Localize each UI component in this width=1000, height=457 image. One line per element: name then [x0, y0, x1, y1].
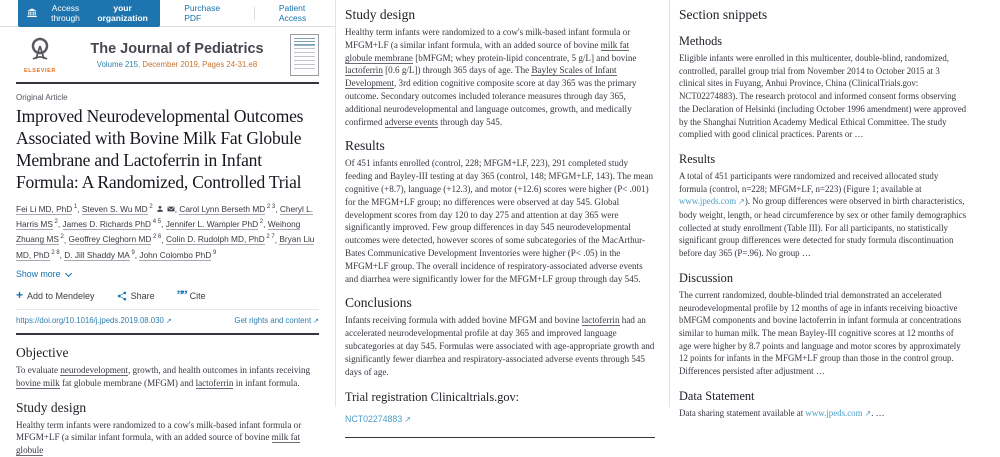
snippet-paragraph — [679, 289, 968, 378]
abstract-paragraph — [16, 364, 319, 390]
author-separator: , — [59, 249, 65, 260]
external-link-icon — [402, 414, 411, 424]
text-run: Healthy term infants were randomized to a cow's milk-based infant formula or MFGM+LF (a similar infant formula, with an added source of bovine — [16, 419, 302, 443]
author-link[interactable]: Weihong Zhuang MS $^2$ — [16, 219, 301, 245]
term-link[interactable]: lactoferrin — [581, 315, 620, 326]
abstract-heading-study-design: Study design — [16, 399, 87, 415]
author-link[interactable]: Bryan Liu MD, PhD $^{2 8}$ — [16, 234, 315, 260]
section-snippets-title: Section snippets — [679, 7, 768, 22]
abstract-divider — [16, 333, 319, 335]
text-run: [bMFGM; whey protein-lipid concentrate, 5 g/L] and bovine — [412, 52, 637, 63]
snippet-paragraph — [679, 407, 968, 421]
journal-title[interactable]: The Journal of Pediatrics — [90, 41, 264, 57]
snippet-paragraph — [679, 170, 968, 260]
snippet-heading-methods: Methods — [679, 34, 723, 48]
author-separator: , — [275, 203, 280, 214]
journal-cover-thumbnail[interactable] — [290, 34, 319, 76]
cite-button[interactable] — [177, 291, 206, 301]
author-separator: , — [263, 219, 268, 230]
article-header-column — [0, 0, 336, 456]
abstract-paragraph — [16, 419, 319, 457]
institution-icon — [27, 8, 37, 18]
author-link[interactable]: Geoffrey Cleghorn MD $^{2 6}$ — [68, 234, 162, 245]
author-link[interactable]: Cheryl L. Harris MS $^2$ — [16, 203, 314, 230]
author-link[interactable]: James D. Richards PhD $^{4 5}$ — [62, 219, 162, 230]
article-type-label: Original Article — [16, 93, 68, 102]
text-run: in infant formula. — [233, 377, 300, 388]
author-link[interactable]: Steven S. Wu MD $^2$ — [82, 204, 175, 214]
article-title: Improved Neurodevelopmental Outcomes Associated with Bovine Milk Fat Globule Membrane and Lactoferrin in Infant Formula: A Randomized, Controlled Trial — [16, 106, 304, 192]
text-run: A total of 451 participants were randomized and received allocated study formula (control, n=228; MFGM+LF, n=223) (Figure 1; available at — [679, 170, 939, 194]
snippet-heading-data-statement: Data Statement — [679, 388, 755, 403]
rights-and-content-link[interactable]: Get rights and content↗ — [234, 316, 319, 325]
author-separator: , — [63, 234, 69, 245]
purchase-pdf-link[interactable]: Purchase PDF — [184, 3, 221, 23]
author-separator: , — [134, 249, 140, 260]
text-run: Infants receiving formula with added bovine MFGM and bovine — [345, 315, 582, 326]
author-separator: , — [161, 219, 166, 230]
share-icon — [117, 291, 127, 301]
text-run: Data sharing statement available at — [679, 407, 806, 418]
person-icon[interactable] — [156, 205, 164, 213]
term-link[interactable]: lactoferrin — [195, 377, 234, 388]
author-link[interactable]: D. Jill Shaddy MA $^9$ — [64, 249, 135, 260]
term-link[interactable]: milk fat globule membrane — [345, 39, 630, 63]
external-link-icon — [736, 196, 745, 206]
mendeley-label: Add to Mendeley — [27, 291, 95, 302]
author-separator: , — [77, 203, 82, 214]
section-paragraph — [345, 314, 655, 378]
access-toolbar — [0, 0, 335, 27]
access-through-organization-button[interactable] — [18, 0, 160, 27]
access-button-label-bold: your organization — [97, 3, 148, 23]
toolbar-divider — [254, 7, 255, 20]
doi-link[interactable]: https://doi.org/10.1016/j.jpeds.2019.08.030 ↗ — [16, 316, 172, 325]
section-snippets-column — [670, 0, 1000, 418]
external-link[interactable]: www.jpeds.com — [805, 407, 863, 418]
section-heading-conclusions: Conclusions — [345, 295, 412, 311]
share-button[interactable] — [117, 291, 155, 301]
term-link[interactable]: neurodevelopment — [60, 365, 128, 376]
text-run: through day 545. — [437, 116, 503, 127]
volume-link[interactable]: Volume 215 — [96, 60, 138, 69]
snippet-paragraph — [679, 52, 968, 141]
cite-label: Cite — [189, 291, 206, 302]
trial-registration-link[interactable]: NCT02274883↗ — [345, 414, 411, 424]
text-run: fat globule membrane (MFGM) and — [59, 377, 196, 388]
share-label: Share — [130, 291, 155, 302]
text-run: , 3rd edition cognitive composite score at day 365 was the primary outcome. Secondary outcomes included tolerance measures through day 365, additional neurodevelopmental and language outcomes, growth, and medically confirmed — [345, 78, 637, 127]
section-heading-results: Results — [345, 138, 385, 154]
snippet-heading-results: Results — [679, 151, 716, 166]
access-button-label: Access through — [51, 3, 80, 23]
author-link[interactable]: Carol Lynn Berseth MD $^{2 3}$ — [179, 203, 276, 214]
author-list — [16, 201, 319, 262]
abstract-end-divider — [345, 437, 655, 438]
cite-icon — [177, 291, 186, 301]
show-more-label: Show more — [16, 269, 61, 280]
chevron-down-icon — [64, 270, 71, 277]
section-heading-study-design: Study design — [345, 7, 416, 22]
elsevier-wordmark: ELSEVIER — [23, 67, 56, 74]
author-link[interactable]: Colin D. Rudolph MD, PhD $^{2 7}$ — [166, 234, 275, 245]
header-divider — [16, 82, 319, 84]
text-run: To evaluate — [16, 365, 61, 376]
show-more-link[interactable] — [16, 269, 71, 279]
plus-icon — [16, 291, 23, 301]
term-link[interactable]: lactoferrin — [345, 65, 383, 76]
add-to-mendeley-button[interactable] — [16, 291, 95, 301]
text-run: . … — [871, 407, 885, 418]
text-run: [0.6 g/L]) through 365 days of age. The — [382, 65, 532, 76]
term-link[interactable]: bovine milk — [16, 377, 60, 388]
snippet-heading-discussion: Discussion — [679, 270, 733, 285]
section-paragraph — [345, 26, 655, 128]
term-link[interactable]: Bayley Scales of Infant Development — [345, 65, 617, 89]
external-link[interactable]: www.jpeds.com — [679, 196, 737, 207]
author-separator: , — [274, 234, 280, 245]
action-bar — [16, 291, 319, 301]
journal-header — [0, 27, 335, 82]
journal-issue-info — [70, 60, 284, 69]
text-run: Eligible infants were enrolled in this multicenter, double-blind, randomized, controlled, parallel group trial from November 2014 to October 2015 at 3 clinical sites in Fuyang, Anhui Province, China (ClinicalTrials.gov: NCT02274883). The research protocol and informed consent forms observing the Declaration of Helsinki (including October 1996 amendment) were approved by the Shanghai Nutrition Academy Medical Ethical Committee. The study complied with good clinical practices. Parents or … — [679, 53, 967, 140]
text-run: had an accelerated neurodevelopmental profile at day 365 and improved language subcategories at day 545. Formulas were associated with age-appropriate growth and significantly fewer diarrhea and respiratory-associated adverse events through 545 days of age. — [345, 315, 655, 377]
author-separator: , — [57, 219, 63, 230]
patient-access-link[interactable]: Patient Access — [278, 3, 307, 23]
text-run: , growth, and health outcomes in infants receiving — [128, 365, 311, 376]
author-link[interactable]: John Colombo PhD $^9$ — [139, 249, 217, 260]
text-run: Healthy term infants were randomized to a cow's milk-based infant formula or MFGM+LF (a similar infant formula, with an added source of bovine — [345, 27, 631, 50]
doi-row — [16, 310, 319, 325]
author-link[interactable]: Jennifer L. Wampler PhD $^2$ — [165, 219, 264, 230]
external-link-icon — [164, 316, 172, 325]
author-link[interactable]: Fei Li MD, PhD $^1$ — [16, 203, 78, 214]
author-separator: , — [161, 234, 167, 245]
issue-date-pages: , December 2019, Pages 24-31.e8 — [137, 60, 258, 69]
trial-registration-heading: Trial registration Clinicaltrials.gov: — [345, 390, 520, 405]
text-run: Of 451 infants enrolled (control, 228; MFGM+LF, 223), 291 completed study feeding and Bayley-III testing at day 365 (control, 148; MFGM+LF, 143). The mean cognitive (+8.7), language (+12.3), and motor (+12.6) scores were higher (P< .001) for the MFGM+LF group; no differences were observed at day 545. Global development scores from day 120 to day 275 and attention at day 365 were significantly improved. Few group differences in day 545 neurodevelopmental outcomes were detected, however scores of some subcategories of the MacArthur-Bates Communicative Development Inventories were higher (P< .05) in the MFGM+LF group. The overall incidence of respiratory-associated adverse events and diarrhea were significantly lower for the MFGM+LF group through day 545. — [345, 158, 654, 284]
section-paragraph — [345, 157, 655, 285]
text-run: ). No group differences were observed in birth characteristics, body weight, length, or head circumference by sex or other family demographics collected at study enrollment (Table III). For all participants, no statistically significant group differences were detected for study formula discontinuation before day 365 (P=.96). No group … — [679, 196, 967, 259]
external-link-icon — [311, 316, 319, 325]
text-run: The current randomized, double-blinded trial demonstrated an accelerated neurodevelopmental profile by 12 months of age in infants receiving bioactive bMFGM components and bovine lactoferrin in infant formula at concentrations similar to human milk. The mean Bayley-III cognitive scores at 12 months of age were higher by 8.7 points and language and motor scores by approximately 12 points for infants in the MFGM+LF group than those in the control group. Differences persisted after adjustment … — [679, 289, 962, 377]
envelope-icon[interactable] — [167, 205, 175, 213]
term-link[interactable]: milk fat globule — [16, 432, 301, 456]
term-link[interactable]: adverse events — [384, 116, 438, 127]
author-separator: , — [174, 203, 180, 214]
abstract-column — [336, 0, 670, 425]
external-link-icon — [863, 408, 872, 418]
elsevier-logo[interactable] — [16, 37, 64, 74]
abstract-heading-objective: Objective — [16, 345, 69, 361]
